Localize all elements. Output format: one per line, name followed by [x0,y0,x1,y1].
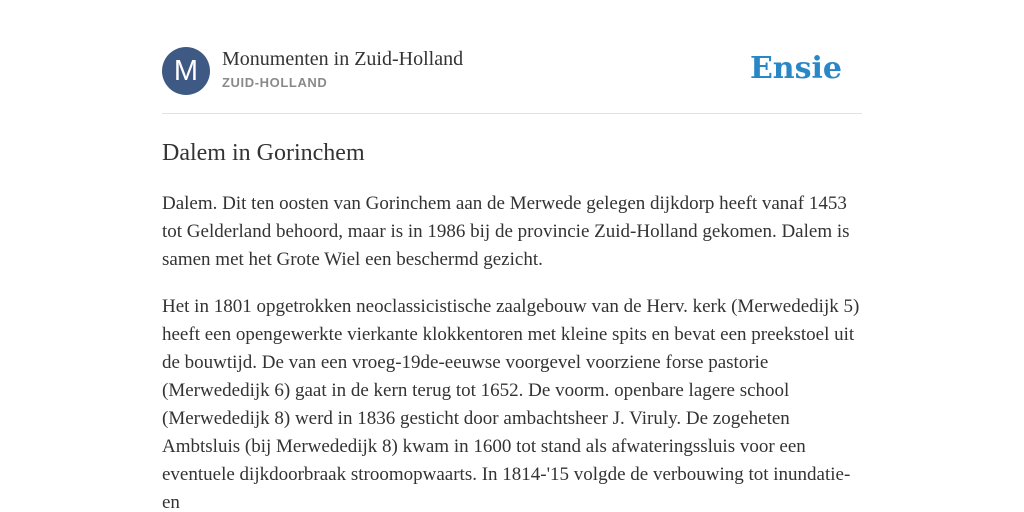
article-paragraph: Het in 1801 opgetrokken neoclassicistische zaalgebouw van de Herv. kerk (Merwededijk 5) heeft een opengewerkte vierkante klokkentoren met kleine spits en bevat een preekstoel uit de bouwtijd. De van een vroeg-19de-eeuwse voorgevel voorziene forse pastorie (Merwededijk 6) gaat in de kern terug tot 1652. De voorm. openbare lagere school (Merwededijk 8) werd in 1836 gesticht door ambachtsheer J. Viruly. De zogeheten Ambtsluis (bij Merwededijk 8) kwam in 1600 tot stand als afwateringssluis voor een eventuele dijkdoorbraak stroomopwaarts. In 1814-'15 volgde de verbouwing tot inundatie- en [162,296,860,512]
brand-logo[interactable]: Ensie [749,51,842,86]
publication-title[interactable]: Monumenten in Zuid-Holland [222,48,464,70]
article-paragraph: Dalem. Dit ten oosten van Gorinchem aan de Merwede gelegen dijkdorp heeft vanaf 1453 tot Gelderland behoord, maar is in 1986 bij de provincie Zuid-Holland gekomen. Dalem is samen met het Grote Wiel een beschermd gezicht. [162,193,850,270]
publication-subtitle: ZUID-HOLLAND [222,75,328,90]
article-title: Dalem in Gorinchem [162,140,365,166]
header-divider [162,113,862,114]
publication-avatar[interactable]: M [162,47,210,95]
publication-header [162,47,862,95]
article-body [162,190,862,512]
